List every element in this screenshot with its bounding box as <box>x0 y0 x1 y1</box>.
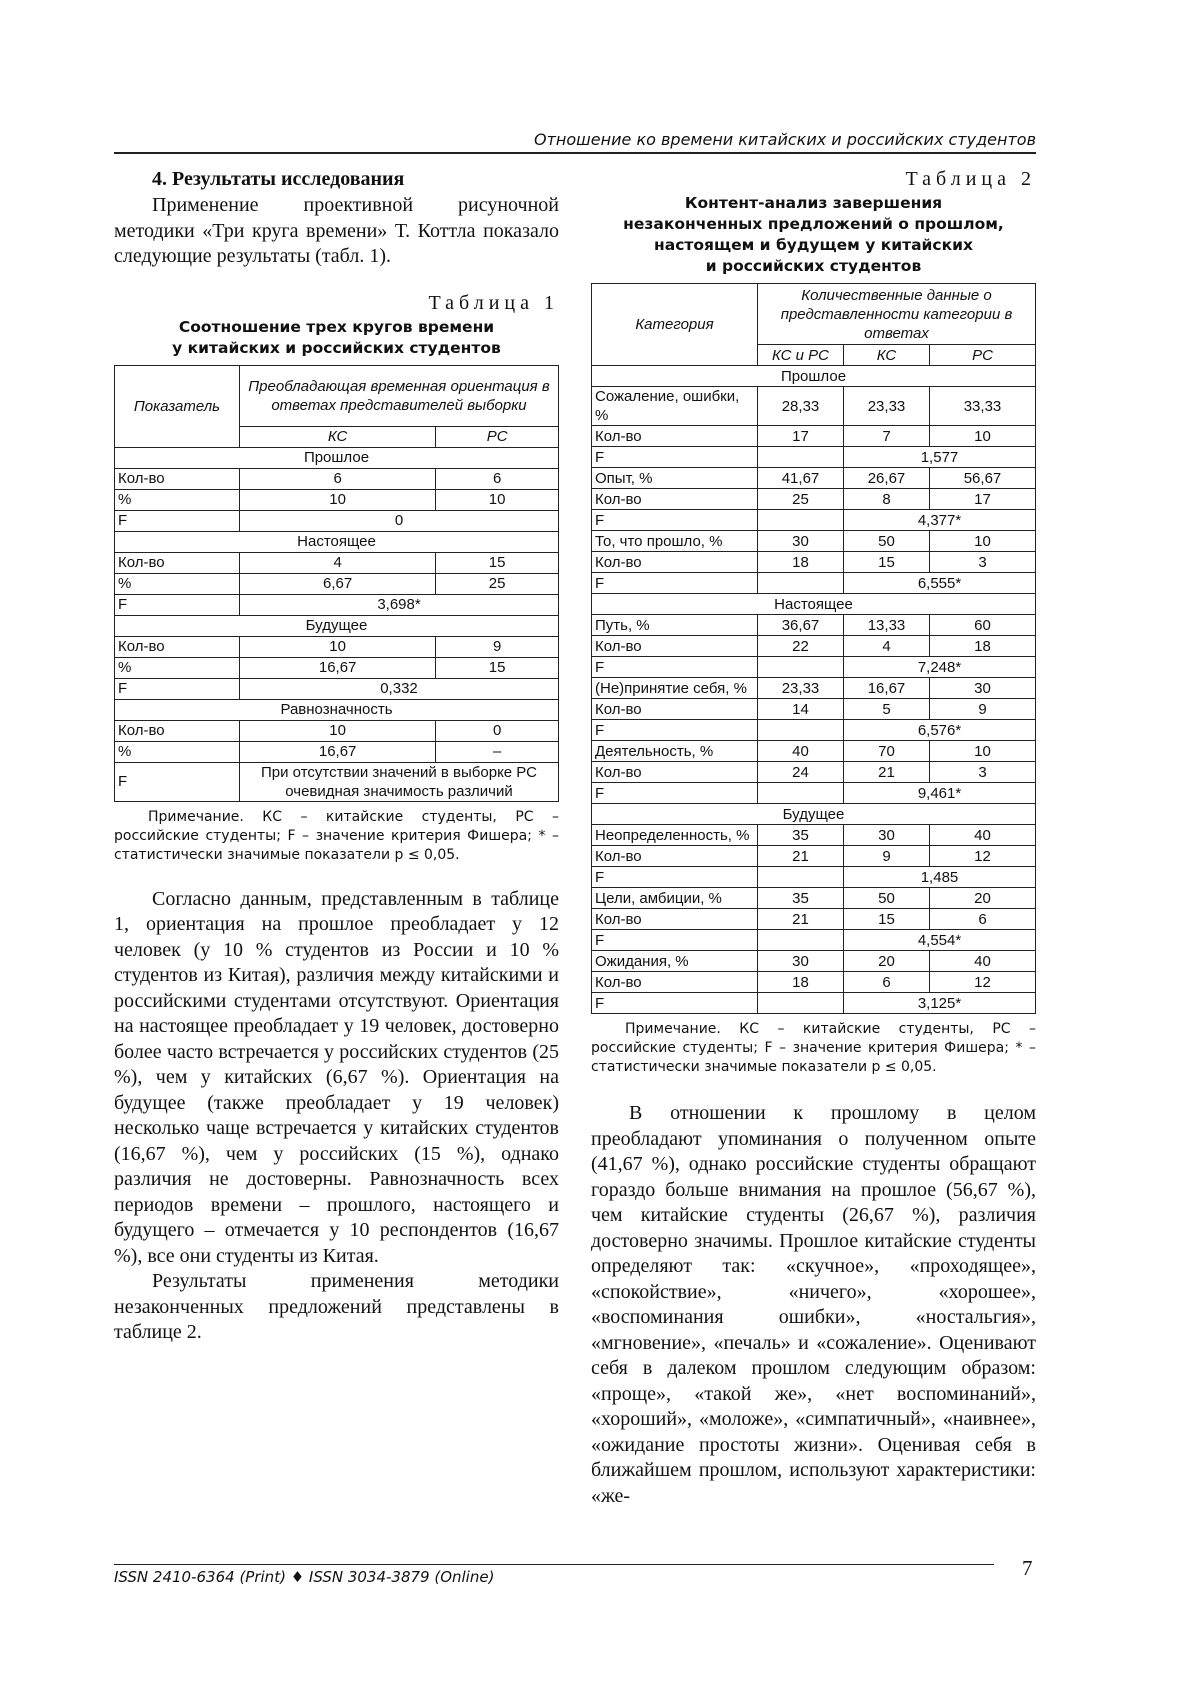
table2-row <box>592 741 1036 762</box>
table2-f-empty <box>758 720 844 741</box>
table2-f-label: F <box>592 720 758 741</box>
table1-cell-rs: 9 <box>436 636 559 657</box>
table1-section-title: Настоящее <box>115 531 559 552</box>
table2-cell-all: 25 <box>758 489 844 510</box>
table1-f-value: 3,698* <box>240 594 559 615</box>
table2-f-value: 6,576* <box>844 720 1036 741</box>
table2-count-row <box>592 846 1036 867</box>
table1-f-label: F <box>115 594 240 615</box>
table1-cell-rs: 6 <box>436 468 559 489</box>
table2-row-label: Цели, амбиции, % <box>592 888 758 909</box>
table2-label: Таблица 2 <box>905 168 1036 190</box>
table2-section-row <box>592 594 1036 615</box>
table1-caption-line: Соотношение трех кругов времени <box>178 317 495 336</box>
right-column <box>591 168 1036 1509</box>
table2-cell-ks: 50 <box>844 531 930 552</box>
table2-f-empty <box>758 510 844 531</box>
table2-cell-all: 21 <box>758 846 844 867</box>
table2-f-empty <box>758 573 844 594</box>
paragraph: В отношении к прошлому в целом преобладают упоминания о полученном опыте (41,67 %), однако российские студенты обращают гораздо больше внимания на прошлое (56,67 %), чем китайские студенты (26,67 %), различия достоверно значимы. Прошлое китайские студенты определяют так: «скучное», «проходящее», «спокойствие», «ничего», «хорошее», «воспоминания ошибки», «ностальгия», «мгновение», «печаль» и «сожаление». Оценивают себя в далеком прошлом следующим образом: «проще», «такой же», «нет воспоминаний», «хороший», «моложе», «симпатичный», «наивнее», «ожидание простоты жизни». Оценивая себя в ближайшем прошлом, используют характеристики: «же- <box>591 1102 1036 1507</box>
table2-cell-ks: 70 <box>844 741 930 762</box>
table2-f-row <box>592 993 1036 1014</box>
table2-cell-rs: 33,33 <box>930 387 1036 426</box>
footer-issn: ISSN 2410-6364 (Print) ♦ ISSN 3034-3879 (Online) <box>114 1568 495 1586</box>
table2-f-empty <box>758 993 844 1014</box>
table2-f-row <box>592 447 1036 468</box>
table2-cell-rs: 10 <box>930 531 1036 552</box>
table2-row <box>592 531 1036 552</box>
table2-cell-all: 30 <box>758 951 844 972</box>
table2-cell-all: 17 <box>758 426 844 447</box>
table2-col-ks: КС <box>844 345 930 366</box>
table2-f-row <box>592 867 1036 888</box>
table2-count-row <box>592 636 1036 657</box>
table2-cell-ks: 7 <box>844 426 930 447</box>
table2-col-rs: РС <box>930 345 1036 366</box>
table1-caption <box>114 317 559 359</box>
table1-f-value: При отсутствии значений в выборке РС очевидная значимость различий <box>240 762 559 801</box>
table2-f-empty <box>758 783 844 804</box>
table2-caption-line: Контент-анализ завершения <box>684 194 943 212</box>
table2-f-value: 4,554* <box>844 930 1036 951</box>
table1-row-label: % <box>115 573 240 594</box>
table1-note: Примечание. КС – китайские студенты, РС – российские студенты; F – значение критерия Фишера; * – статистически значимые показатели p ≤ 0,05. <box>114 808 559 863</box>
table2-f-empty <box>758 447 844 468</box>
table1-row-label: Кол-во <box>115 720 240 741</box>
table1-cell-ks: 16,67 <box>240 657 436 678</box>
table1-col-ks: КС <box>240 426 436 447</box>
table2-cell-rs: 12 <box>930 972 1036 993</box>
table1-cell-rs: – <box>436 741 559 762</box>
table1-f-row <box>115 762 559 801</box>
table2-row-label: Опыт, % <box>592 468 758 489</box>
table2-count-label: Кол-во <box>592 426 758 447</box>
page-number: 7 <box>1022 1556 1033 1580</box>
table2-cell-ks: 8 <box>844 489 930 510</box>
table2-cell-ks: 15 <box>844 552 930 573</box>
paragraph: Результаты применения методики незаконченных предложений представлены в таблице 2. <box>114 1270 559 1343</box>
table2-cell-ks: 23,33 <box>844 387 930 426</box>
table2-f-label: F <box>592 510 758 531</box>
table2-cell-ks: 4 <box>844 636 930 657</box>
table2-f-value: 1,485 <box>844 867 1036 888</box>
table2-row-label: Неопределенность, % <box>592 825 758 846</box>
table2-caption-line: и российских студентов <box>705 257 922 275</box>
table1 <box>114 365 559 802</box>
table2-f-value: 1,577 <box>844 447 1036 468</box>
table2-cell-all: 35 <box>758 888 844 909</box>
table1-label: Таблица 1 <box>428 291 559 314</box>
table1-row <box>115 657 559 678</box>
intro-paragraph: Применение проективной рисуночной методики «Три круга времени» Т. Коттла показало следующие результаты (табл. 1). <box>114 194 559 267</box>
table2-caption <box>591 193 1036 277</box>
table2-count-row <box>592 972 1036 993</box>
section-title: 4. Результаты исследования <box>152 168 405 190</box>
table1-cell-ks: 6,67 <box>240 573 436 594</box>
table1-row <box>115 720 559 741</box>
table1-f-label: F <box>115 510 240 531</box>
table2-row <box>592 468 1036 489</box>
table1-row <box>115 468 559 489</box>
table1-row <box>115 636 559 657</box>
table2-cell-rs: 40 <box>930 825 1036 846</box>
table2-cell-rs: 56,67 <box>930 468 1036 489</box>
table1-section-title: Равнозначность <box>115 699 559 720</box>
table2-row-label: Ожидания, % <box>592 951 758 972</box>
table2-cell-all: 40 <box>758 741 844 762</box>
paragraph: Согласно данным, представленным в таблице 1, ориентация на прошлое преобладает у 12 человек (у 10 % студентов из России и 10 % студентов из Китая), различия между китайскими и российскими студентами отсутствуют. Ориентация на настоящее преобладает у 19 человек, достоверно более часто встречается у российских студентов (25 %), чем у китайских (6,67 %). Ориентация на будущее (также преобладает у 19 человек) несколько чаще встречается у китайских студентов (16,67 %), чем у российских (15 %), однако различия не достоверны. Равнозначность всех периодов времени – прошлого, настоящего и будущего – отмечается у 10 респондентов (16,67 %), все они студенты из Китая. <box>114 887 559 1267</box>
table2-f-row <box>592 720 1036 741</box>
table2-count-row <box>592 909 1036 930</box>
table2-cell-rs: 17 <box>930 489 1036 510</box>
table2-row <box>592 888 1036 909</box>
table2-cell-all: 14 <box>758 699 844 720</box>
table2-f-value: 7,248* <box>844 657 1036 678</box>
table1-section-title: Будущее <box>115 615 559 636</box>
table2-cell-ks: 26,67 <box>844 468 930 489</box>
table2-section-title: Прошлое <box>592 366 1036 387</box>
table2-cell-all: 30 <box>758 531 844 552</box>
table2-cell-rs: 10 <box>930 741 1036 762</box>
table2-caption-line: настоящем и будущем у китайских <box>654 236 973 254</box>
table2-col-category: Категория <box>592 284 758 366</box>
table2-f-label: F <box>592 993 758 1014</box>
table2-cell-rs: 20 <box>930 888 1036 909</box>
table2 <box>591 283 1036 1014</box>
table2-cell-rs: 30 <box>930 678 1036 699</box>
table2-cell-ks: 13,33 <box>844 615 930 636</box>
table2-cell-ks: 50 <box>844 888 930 909</box>
table1-section-row <box>115 615 559 636</box>
table2-count-label: Кол-во <box>592 636 758 657</box>
table2-cell-rs: 40 <box>930 951 1036 972</box>
table1-row <box>115 741 559 762</box>
table1-cell-rs: 10 <box>436 489 559 510</box>
table1-row-label: Кол-во <box>115 468 240 489</box>
table2-cell-rs: 6 <box>930 909 1036 930</box>
table2-cell-rs: 9 <box>930 699 1036 720</box>
table2-f-empty <box>758 867 844 888</box>
table2-cell-rs: 10 <box>930 426 1036 447</box>
table1-f-label: F <box>115 678 240 699</box>
table1-cell-ks: 10 <box>240 720 436 741</box>
table2-f-row <box>592 930 1036 951</box>
table1-section-row <box>115 531 559 552</box>
table2-row <box>592 615 1036 636</box>
table1-cell-ks: 10 <box>240 489 436 510</box>
table2-cell-rs: 18 <box>930 636 1036 657</box>
table2-row <box>592 678 1036 699</box>
table1-cell-ks: 4 <box>240 552 436 573</box>
table2-count-row <box>592 489 1036 510</box>
table2-cell-all: 28,33 <box>758 387 844 426</box>
table2-cell-ks: 16,67 <box>844 678 930 699</box>
table2-col-ksrs: КС и РС <box>758 345 844 366</box>
table2-count-row <box>592 762 1036 783</box>
table2-section-title: Будущее <box>592 804 1036 825</box>
table2-section-title: Настоящее <box>592 594 1036 615</box>
table1-cell-ks: 16,67 <box>240 741 436 762</box>
table2-cell-all: 23,33 <box>758 678 844 699</box>
table2-count-label: Кол-во <box>592 972 758 993</box>
table2-f-label: F <box>592 447 758 468</box>
table2-cell-all: 18 <box>758 972 844 993</box>
table2-row-label: То, что прошло, % <box>592 531 758 552</box>
table2-f-row <box>592 573 1036 594</box>
table2-count-label: Кол-во <box>592 552 758 573</box>
table1-f-row <box>115 594 559 615</box>
table2-note: Примечание. КС – китайские студенты, РС – российские студенты; F – значение критерия Фишера; * – статистически значимые показатели p ≤ 0,05. <box>591 1021 1036 1075</box>
table1-row-label: Кол-во <box>115 552 240 573</box>
table2-cell-ks: 20 <box>844 951 930 972</box>
table1-f-label: F <box>115 762 240 801</box>
table1-cell-rs: 15 <box>436 552 559 573</box>
table2-f-row <box>592 510 1036 531</box>
table1-caption-line: у китайских и российских студентов <box>172 338 501 357</box>
table1-cell-rs: 25 <box>436 573 559 594</box>
table2-cell-rs: 3 <box>930 552 1036 573</box>
table2-col-group: Количественные данные о представленности категории в ответах <box>758 284 1036 345</box>
table1-row-label: Кол-во <box>115 636 240 657</box>
table2-count-label: Кол-во <box>592 762 758 783</box>
table1-section-row <box>115 447 559 468</box>
table1-row-label: % <box>115 657 240 678</box>
table1-row <box>115 489 559 510</box>
table2-cell-all: 35 <box>758 825 844 846</box>
table2-f-value: 9,461* <box>844 783 1036 804</box>
table2-f-value: 4,377* <box>844 510 1036 531</box>
table1-cell-ks: 6 <box>240 468 436 489</box>
table2-count-row <box>592 552 1036 573</box>
table2-f-label: F <box>592 657 758 678</box>
table2-count-label: Кол-во <box>592 489 758 510</box>
table2-count-label: Кол-во <box>592 699 758 720</box>
table2-cell-ks: 15 <box>844 909 930 930</box>
table1-col-group: Преобладающая временная ориентация в ответах представителей выборки <box>240 365 559 426</box>
table1-row <box>115 573 559 594</box>
table2-f-label: F <box>592 573 758 594</box>
table2-cell-all: 22 <box>758 636 844 657</box>
table1-col-rs: РС <box>436 426 559 447</box>
table2-caption-line: незаконченных предложений о прошлом, <box>623 215 1004 233</box>
table1-row-label: % <box>115 489 240 510</box>
table2-count-label: Кол-во <box>592 909 758 930</box>
table1-cell-rs: 15 <box>436 657 559 678</box>
table1-row <box>115 552 559 573</box>
table2-row-label: Сожаление, ошибки, % <box>592 387 758 426</box>
table2-cell-ks: 5 <box>844 699 930 720</box>
table2-count-row <box>592 426 1036 447</box>
footer-rule <box>114 1564 994 1565</box>
table2-cell-all: 18 <box>758 552 844 573</box>
table2-cell-all: 36,67 <box>758 615 844 636</box>
table2-f-label: F <box>592 930 758 951</box>
table1-f-row <box>115 678 559 699</box>
table2-row-label: (Не)принятие себя, % <box>592 678 758 699</box>
table1-f-value: 0,332 <box>240 678 559 699</box>
table2-f-label: F <box>592 867 758 888</box>
table1-section-title: Прошлое <box>115 447 559 468</box>
table2-f-row <box>592 657 1036 678</box>
table2-cell-all: 21 <box>758 909 844 930</box>
table1-row-label: % <box>115 741 240 762</box>
table1-f-value: 0 <box>240 510 559 531</box>
table1-f-row <box>115 510 559 531</box>
table2-count-row <box>592 699 1036 720</box>
table2-row-label: Путь, % <box>592 615 758 636</box>
table2-cell-ks: 21 <box>844 762 930 783</box>
table2-cell-rs: 60 <box>930 615 1036 636</box>
table2-cell-ks: 30 <box>844 825 930 846</box>
table2-f-value: 3,125* <box>844 993 1036 1014</box>
table2-f-label: F <box>592 783 758 804</box>
table2-cell-ks: 6 <box>844 972 930 993</box>
table2-section-row <box>592 366 1036 387</box>
table1-section-row <box>115 699 559 720</box>
table2-row-label: Деятельность, % <box>592 741 758 762</box>
table2-row <box>592 951 1036 972</box>
table2-cell-rs: 12 <box>930 846 1036 867</box>
table2-f-empty <box>758 930 844 951</box>
running-header: Отношение ко времени китайских и российских студентов <box>114 130 1036 154</box>
table1-cell-rs: 0 <box>436 720 559 741</box>
table2-cell-all: 41,67 <box>758 468 844 489</box>
table2-section-row <box>592 804 1036 825</box>
table2-cell-all: 24 <box>758 762 844 783</box>
table1-cell-ks: 10 <box>240 636 436 657</box>
table2-row <box>592 825 1036 846</box>
table2-f-empty <box>758 657 844 678</box>
table2-row <box>592 387 1036 426</box>
table1-col-indicator: Показатель <box>115 365 240 447</box>
table2-count-label: Кол-во <box>592 846 758 867</box>
table2-f-row <box>592 783 1036 804</box>
table2-f-value: 6,555* <box>844 573 1036 594</box>
table2-cell-ks: 9 <box>844 846 930 867</box>
table2-cell-rs: 3 <box>930 762 1036 783</box>
left-column <box>114 168 559 1346</box>
